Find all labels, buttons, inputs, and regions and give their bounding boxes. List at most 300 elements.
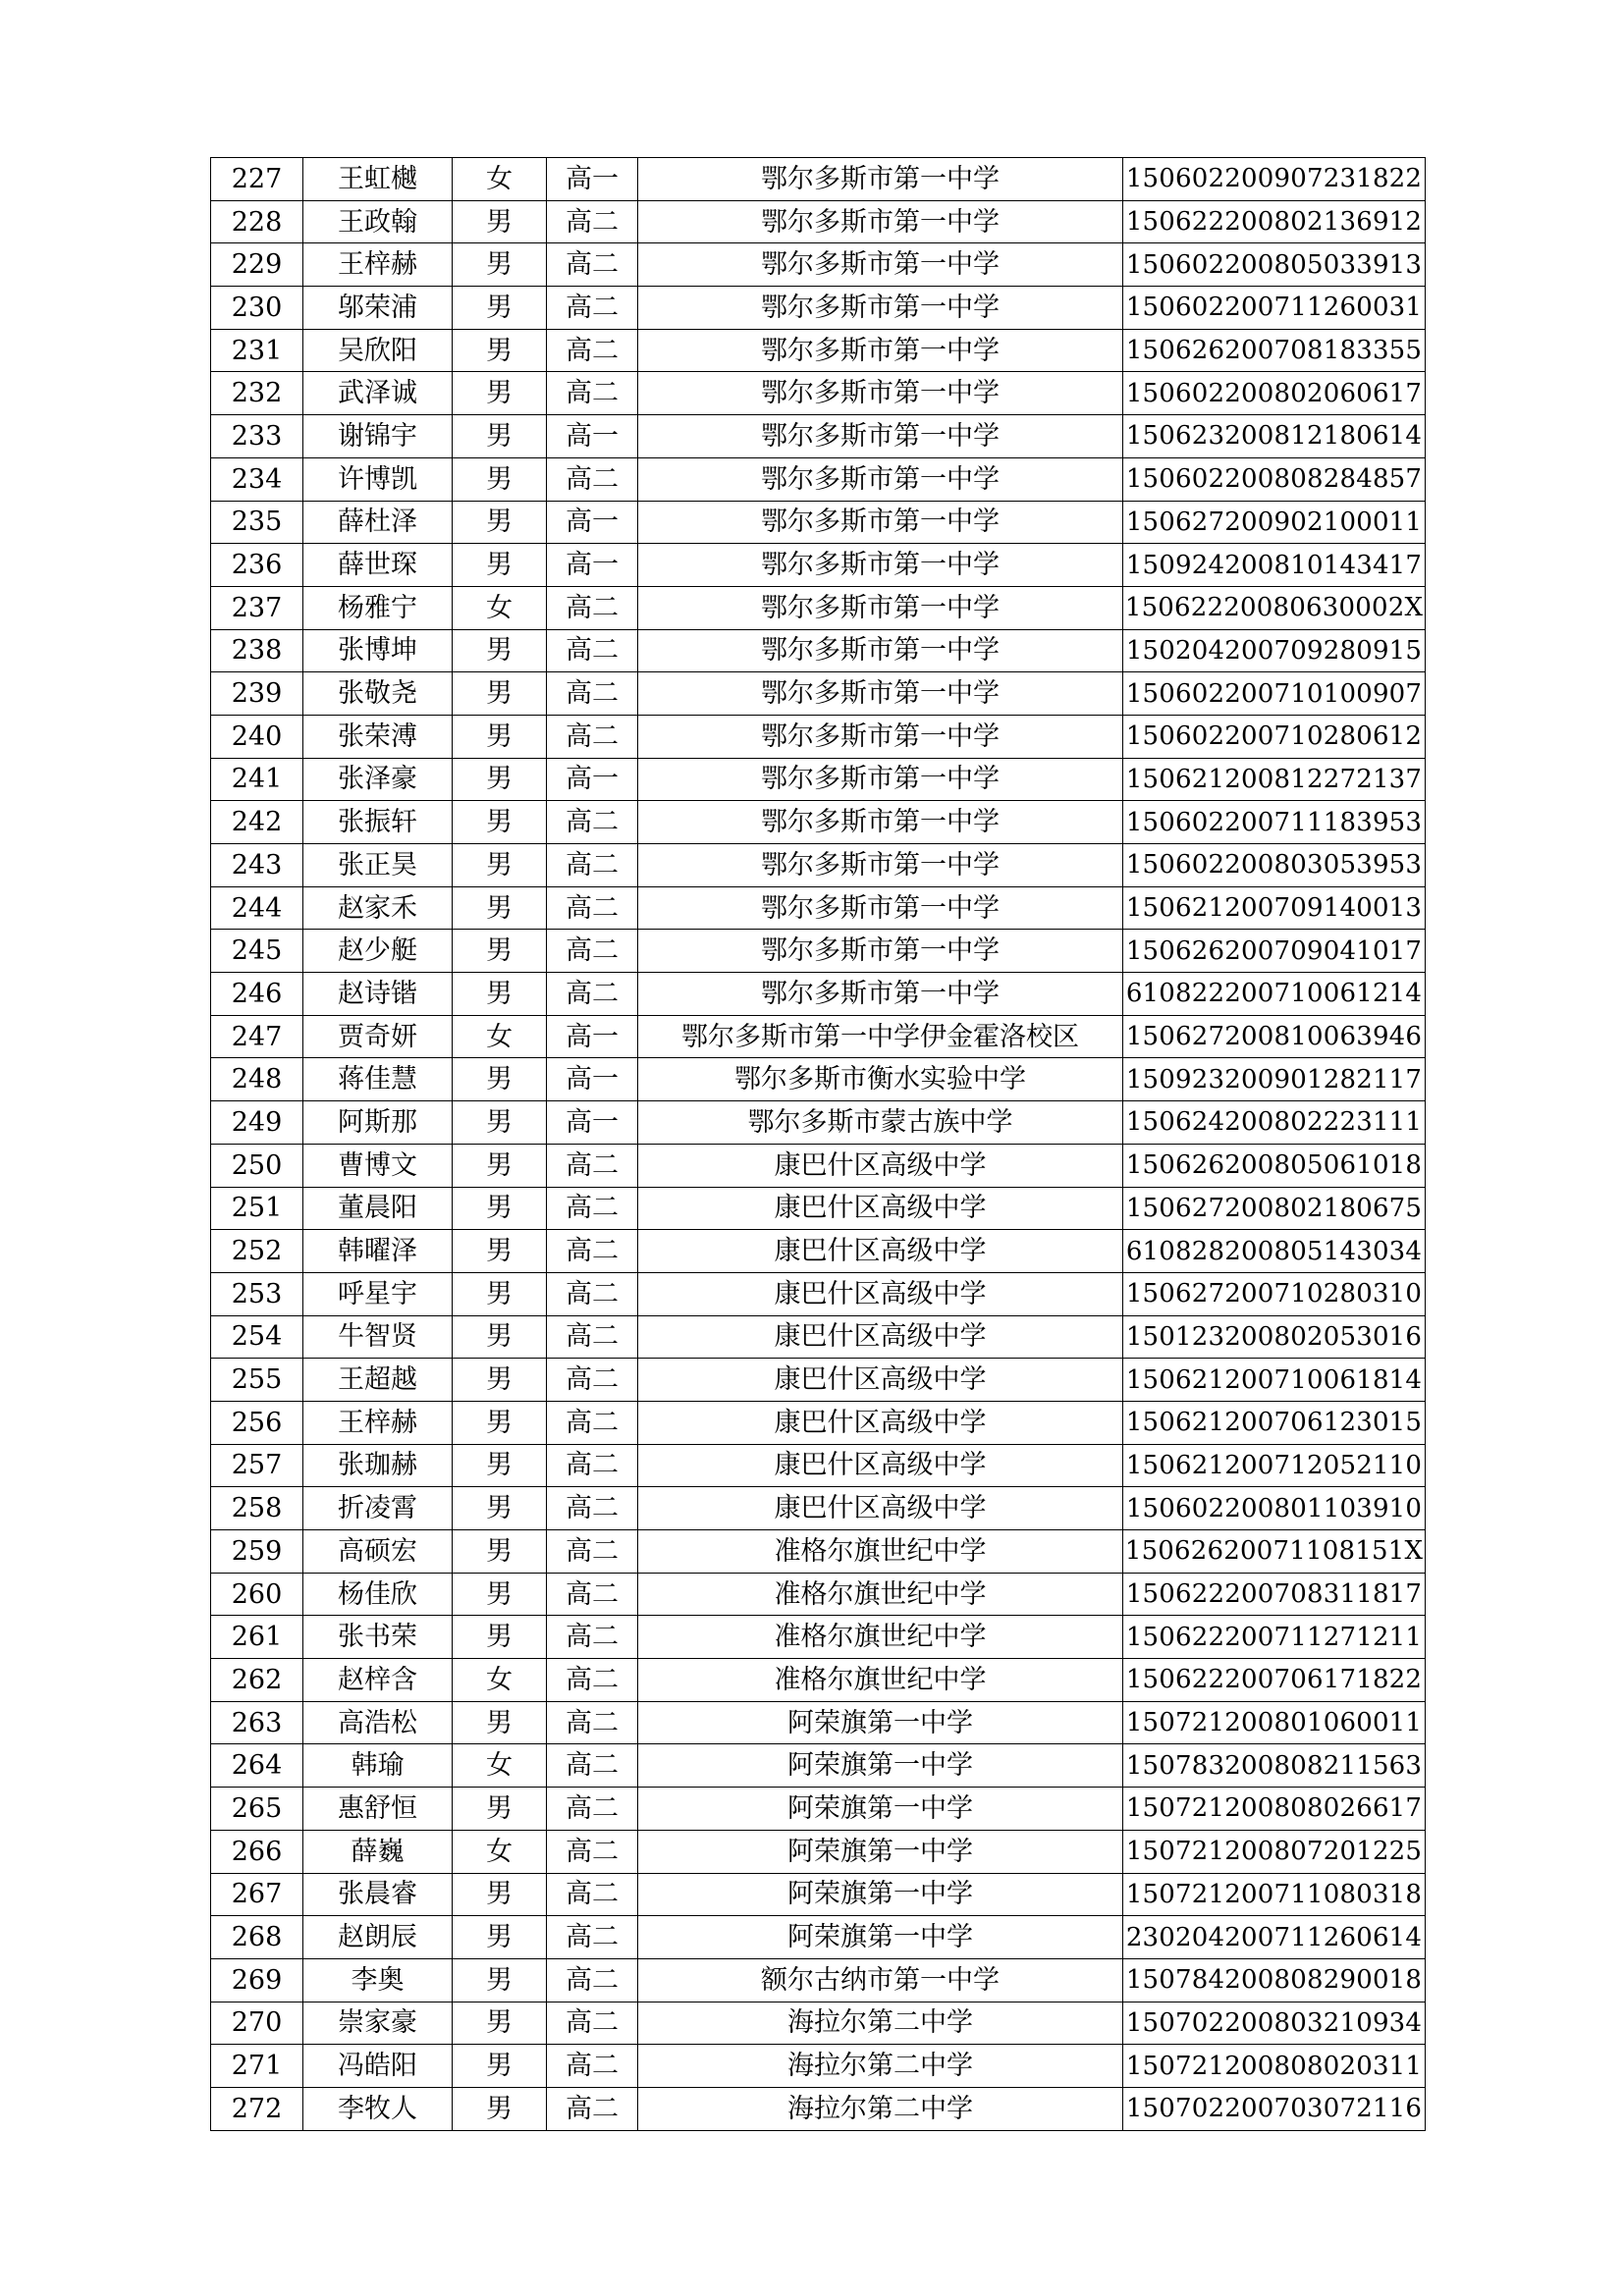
id-number-cell: 150602200711260031 (1123, 287, 1426, 330)
student-name-cell: 张正昊 (303, 844, 453, 887)
grade-cell: 高二 (547, 1230, 638, 1273)
student-name-cell: 赵诗锴 (303, 973, 453, 1016)
table-row (211, 1701, 1426, 1744)
gender-cell: 男 (453, 930, 547, 973)
id-number-cell: 150721200808020311 (1123, 2045, 1426, 2088)
id-number-cell: 150621200710061814 (1123, 1359, 1426, 1402)
grade-cell: 高二 (547, 1401, 638, 1444)
grade-cell: 高二 (547, 629, 638, 672)
table-row (211, 2087, 1426, 2130)
table-row (211, 1015, 1426, 1058)
school-cell: 康巴什区高级中学 (638, 1272, 1123, 1315)
row-number-cell: 265 (211, 1788, 303, 1831)
table-row (211, 1744, 1426, 1788)
grade-cell: 高二 (547, 1616, 638, 1659)
row-number-cell: 257 (211, 1444, 303, 1487)
id-number-cell: 15062620071108151X (1123, 1530, 1426, 1574)
student-name-cell: 许博凯 (303, 457, 453, 501)
school-cell: 康巴什区高级中学 (638, 1315, 1123, 1359)
school-cell: 鄂尔多斯市第一中学 (638, 501, 1123, 544)
table-row (211, 1573, 1426, 1616)
row-number-cell: 230 (211, 287, 303, 330)
gender-cell: 男 (453, 457, 547, 501)
table-row (211, 1187, 1426, 1230)
school-cell: 鄂尔多斯市第一中学 (638, 586, 1123, 629)
table-row (211, 930, 1426, 973)
table-row (211, 1958, 1426, 2002)
student-name-cell: 杨佳欣 (303, 1573, 453, 1616)
school-cell: 准格尔旗世纪中学 (638, 1530, 1123, 1574)
school-cell: 康巴什区高级中学 (638, 1230, 1123, 1273)
row-number-cell: 239 (211, 672, 303, 716)
school-cell: 鄂尔多斯市第一中学 (638, 544, 1123, 587)
grade-cell: 高一 (547, 544, 638, 587)
table-row (211, 287, 1426, 330)
student-name-cell: 张书荣 (303, 1616, 453, 1659)
grade-cell: 高二 (547, 1744, 638, 1788)
student-name-cell: 张敬尧 (303, 672, 453, 716)
id-number-cell: 150602200711183953 (1123, 801, 1426, 844)
row-number-cell: 268 (211, 1916, 303, 1959)
row-number-cell: 270 (211, 2002, 303, 2045)
grade-cell: 高二 (547, 672, 638, 716)
gender-cell: 男 (453, 287, 547, 330)
table-row (211, 329, 1426, 372)
school-cell: 准格尔旗世纪中学 (638, 1659, 1123, 1702)
school-cell: 鄂尔多斯市第一中学 (638, 973, 1123, 1016)
id-number-cell: 150721200711080318 (1123, 1873, 1426, 1916)
student-name-cell: 王梓赫 (303, 243, 453, 287)
student-name-cell: 王超越 (303, 1359, 453, 1402)
id-number-cell: 150626200708183355 (1123, 329, 1426, 372)
id-number-cell: 150621200812272137 (1123, 758, 1426, 801)
gender-cell: 男 (453, 544, 547, 587)
row-number-cell: 249 (211, 1101, 303, 1145)
row-number-cell: 233 (211, 415, 303, 458)
gender-cell: 男 (453, 329, 547, 372)
roster-body (211, 158, 1426, 2131)
id-number-cell: 150602200710100907 (1123, 672, 1426, 716)
school-cell: 鄂尔多斯市第一中学 (638, 200, 1123, 243)
id-number-cell: 150627200902100011 (1123, 501, 1426, 544)
student-name-cell: 张珈赫 (303, 1444, 453, 1487)
table-row (211, 801, 1426, 844)
grade-cell: 高二 (547, 586, 638, 629)
table-row (211, 1315, 1426, 1359)
student-name-cell: 武泽诚 (303, 372, 453, 415)
gender-cell: 男 (453, 1958, 547, 2002)
grade-cell: 高二 (547, 1830, 638, 1873)
row-number-cell: 247 (211, 1015, 303, 1058)
gender-cell: 男 (453, 1230, 547, 1273)
table-row (211, 1487, 1426, 1530)
id-number-cell: 150783200808211563 (1123, 1744, 1426, 1788)
id-number-cell: 150627200802180675 (1123, 1187, 1426, 1230)
id-number-cell: 150622200708311817 (1123, 1573, 1426, 1616)
table-row (211, 1444, 1426, 1487)
gender-cell: 男 (453, 715, 547, 758)
table-row (211, 243, 1426, 287)
student-name-cell: 赵少艇 (303, 930, 453, 973)
id-number-cell: 150622200706171822 (1123, 1659, 1426, 1702)
student-name-cell: 赵梓含 (303, 1659, 453, 1702)
row-number-cell: 254 (211, 1315, 303, 1359)
student-name-cell: 高硕宏 (303, 1530, 453, 1574)
gender-cell: 男 (453, 1487, 547, 1530)
gender-cell: 男 (453, 1315, 547, 1359)
student-name-cell: 邬荣浦 (303, 287, 453, 330)
table-row (211, 1916, 1426, 1959)
gender-cell: 男 (453, 501, 547, 544)
school-cell: 鄂尔多斯市第一中学 (638, 415, 1123, 458)
grade-cell: 高一 (547, 1101, 638, 1145)
student-name-cell: 韩瑜 (303, 1744, 453, 1788)
student-name-cell: 张泽豪 (303, 758, 453, 801)
grade-cell: 高二 (547, 886, 638, 930)
school-cell: 额尔古纳市第一中学 (638, 1958, 1123, 2002)
grade-cell: 高一 (547, 758, 638, 801)
student-name-cell: 王政翰 (303, 200, 453, 243)
gender-cell: 男 (453, 1401, 547, 1444)
row-number-cell: 263 (211, 1701, 303, 1744)
row-number-cell: 227 (211, 158, 303, 201)
gender-cell: 男 (453, 1272, 547, 1315)
grade-cell: 高二 (547, 1144, 638, 1187)
student-name-cell: 薛杜泽 (303, 501, 453, 544)
grade-cell: 高二 (547, 243, 638, 287)
row-number-cell: 229 (211, 243, 303, 287)
grade-cell: 高二 (547, 1487, 638, 1530)
gender-cell: 男 (453, 1873, 547, 1916)
gender-cell: 女 (453, 158, 547, 201)
id-number-cell: 150702200803210934 (1123, 2002, 1426, 2045)
grade-cell: 高二 (547, 1916, 638, 1959)
table-row (211, 1873, 1426, 1916)
id-number-cell: 150702200703072116 (1123, 2087, 1426, 2130)
id-number-cell: 610822200710061214 (1123, 973, 1426, 1016)
grade-cell: 高二 (547, 1315, 638, 1359)
student-name-cell: 牛智贤 (303, 1315, 453, 1359)
table-row (211, 758, 1426, 801)
gender-cell: 女 (453, 1659, 547, 1702)
table-row (211, 715, 1426, 758)
gender-cell: 男 (453, 2087, 547, 2130)
gender-cell: 男 (453, 1187, 547, 1230)
row-number-cell: 237 (211, 586, 303, 629)
gender-cell: 男 (453, 1701, 547, 1744)
grade-cell: 高二 (547, 1788, 638, 1831)
table-row (211, 1530, 1426, 1574)
id-number-cell: 150623200812180614 (1123, 415, 1426, 458)
id-number-cell: 230204200711260614 (1123, 1916, 1426, 1959)
id-number-cell: 610828200805143034 (1123, 1230, 1426, 1273)
student-name-cell: 薛巍 (303, 1830, 453, 1873)
table-row (211, 1401, 1426, 1444)
table-row (211, 457, 1426, 501)
id-number-cell: 150626200709041017 (1123, 930, 1426, 973)
table-row (211, 672, 1426, 716)
school-cell: 鄂尔多斯市第一中学 (638, 158, 1123, 201)
row-number-cell: 244 (211, 886, 303, 930)
gender-cell: 男 (453, 672, 547, 716)
gender-cell: 男 (453, 1916, 547, 1959)
grade-cell: 高二 (547, 1573, 638, 1616)
school-cell: 鄂尔多斯市第一中学 (638, 243, 1123, 287)
gender-cell: 男 (453, 973, 547, 1016)
row-number-cell: 234 (211, 457, 303, 501)
school-cell: 海拉尔第二中学 (638, 2045, 1123, 2088)
school-cell: 鄂尔多斯市第一中学 (638, 329, 1123, 372)
student-name-cell: 呼星宇 (303, 1272, 453, 1315)
id-number-cell: 150602200805033913 (1123, 243, 1426, 287)
gender-cell: 男 (453, 758, 547, 801)
grade-cell: 高二 (547, 457, 638, 501)
table-row (211, 844, 1426, 887)
grade-cell: 高二 (547, 2087, 638, 2130)
id-number-cell: 150622200802136912 (1123, 200, 1426, 243)
school-cell: 康巴什区高级中学 (638, 1487, 1123, 1530)
table-row (211, 158, 1426, 201)
row-number-cell: 246 (211, 973, 303, 1016)
school-cell: 阿荣旗第一中学 (638, 1701, 1123, 1744)
gender-cell: 男 (453, 1058, 547, 1101)
school-cell: 鄂尔多斯市第一中学 (638, 287, 1123, 330)
row-number-cell: 240 (211, 715, 303, 758)
gender-cell: 女 (453, 1015, 547, 1058)
row-number-cell: 250 (211, 1144, 303, 1187)
gender-cell: 男 (453, 1359, 547, 1402)
school-cell: 鄂尔多斯市衡水实验中学 (638, 1058, 1123, 1101)
row-number-cell: 253 (211, 1272, 303, 1315)
student-name-cell: 赵朗辰 (303, 1916, 453, 1959)
grade-cell: 高二 (547, 930, 638, 973)
student-roster-table (210, 157, 1426, 2131)
student-name-cell: 赵家禾 (303, 886, 453, 930)
row-number-cell: 232 (211, 372, 303, 415)
gender-cell: 男 (453, 629, 547, 672)
row-number-cell: 248 (211, 1058, 303, 1101)
grade-cell: 高二 (547, 1873, 638, 1916)
student-name-cell: 阿斯那 (303, 1101, 453, 1145)
gender-cell: 男 (453, 2045, 547, 2088)
grade-cell: 高二 (547, 801, 638, 844)
id-number-cell: 150924200810143417 (1123, 544, 1426, 587)
student-name-cell: 吴欣阳 (303, 329, 453, 372)
row-number-cell: 255 (211, 1359, 303, 1402)
school-cell: 康巴什区高级中学 (638, 1144, 1123, 1187)
table-row (211, 1659, 1426, 1702)
id-number-cell: 150627200810063946 (1123, 1015, 1426, 1058)
table-row (211, 415, 1426, 458)
school-cell: 海拉尔第二中学 (638, 2087, 1123, 2130)
student-name-cell: 曹博文 (303, 1144, 453, 1187)
school-cell: 鄂尔多斯市第一中学 (638, 672, 1123, 716)
school-cell: 鄂尔多斯市第一中学 (638, 457, 1123, 501)
gender-cell: 男 (453, 1101, 547, 1145)
row-number-cell: 267 (211, 1873, 303, 1916)
school-cell: 康巴什区高级中学 (638, 1187, 1123, 1230)
student-name-cell: 冯皓阳 (303, 2045, 453, 2088)
school-cell: 海拉尔第二中学 (638, 2002, 1123, 2045)
school-cell: 鄂尔多斯市第一中学 (638, 844, 1123, 887)
student-name-cell: 张荣溥 (303, 715, 453, 758)
grade-cell: 高二 (547, 1958, 638, 2002)
grade-cell: 高一 (547, 415, 638, 458)
id-number-cell: 150602200801103910 (1123, 1487, 1426, 1530)
table-row (211, 544, 1426, 587)
id-number-cell: 150123200802053016 (1123, 1315, 1426, 1359)
row-number-cell: 269 (211, 1958, 303, 2002)
student-name-cell: 蒋佳慧 (303, 1058, 453, 1101)
student-name-cell: 高浩松 (303, 1701, 453, 1744)
student-name-cell: 杨雅宁 (303, 586, 453, 629)
row-number-cell: 260 (211, 1573, 303, 1616)
row-number-cell: 241 (211, 758, 303, 801)
school-cell: 阿荣旗第一中学 (638, 1830, 1123, 1873)
row-number-cell: 258 (211, 1487, 303, 1530)
gender-cell: 男 (453, 1444, 547, 1487)
gender-cell: 男 (453, 1788, 547, 1831)
id-number-cell: 150602200907231822 (1123, 158, 1426, 201)
school-cell: 准格尔旗世纪中学 (638, 1616, 1123, 1659)
gender-cell: 女 (453, 1744, 547, 1788)
id-number-cell: 150784200808290018 (1123, 1958, 1426, 2002)
id-number-cell: 150621200712052110 (1123, 1444, 1426, 1487)
row-number-cell: 272 (211, 2087, 303, 2130)
grade-cell: 高二 (547, 1701, 638, 1744)
row-number-cell: 251 (211, 1187, 303, 1230)
student-name-cell: 韩曜泽 (303, 1230, 453, 1273)
student-name-cell: 王梓赫 (303, 1401, 453, 1444)
grade-cell: 高二 (547, 200, 638, 243)
gender-cell: 男 (453, 200, 547, 243)
grade-cell: 高二 (547, 1659, 638, 1702)
school-cell: 阿荣旗第一中学 (638, 1788, 1123, 1831)
row-number-cell: 242 (211, 801, 303, 844)
gender-cell: 男 (453, 886, 547, 930)
student-name-cell: 薛世琛 (303, 544, 453, 587)
row-number-cell: 264 (211, 1744, 303, 1788)
id-number-cell: 150626200805061018 (1123, 1144, 1426, 1187)
school-cell: 鄂尔多斯市第一中学 (638, 758, 1123, 801)
student-name-cell: 董晨阳 (303, 1187, 453, 1230)
table-row (211, 1144, 1426, 1187)
school-cell: 鄂尔多斯市蒙古族中学 (638, 1101, 1123, 1145)
id-number-cell: 150602200802060617 (1123, 372, 1426, 415)
gender-cell: 男 (453, 2002, 547, 2045)
table-row (211, 629, 1426, 672)
grade-cell: 高二 (547, 1444, 638, 1487)
id-number-cell: 150721200801060011 (1123, 1701, 1426, 1744)
row-number-cell: 262 (211, 1659, 303, 1702)
gender-cell: 男 (453, 1144, 547, 1187)
school-cell: 准格尔旗世纪中学 (638, 1573, 1123, 1616)
grade-cell: 高二 (547, 1530, 638, 1574)
student-name-cell: 张振轩 (303, 801, 453, 844)
student-name-cell: 李牧人 (303, 2087, 453, 2130)
grade-cell: 高一 (547, 158, 638, 201)
student-name-cell: 贾奇妍 (303, 1015, 453, 1058)
gender-cell: 男 (453, 243, 547, 287)
student-name-cell: 折凌霄 (303, 1487, 453, 1530)
row-number-cell: 238 (211, 629, 303, 672)
school-cell: 鄂尔多斯市第一中学 (638, 372, 1123, 415)
school-cell: 鄂尔多斯市第一中学 (638, 715, 1123, 758)
gender-cell: 男 (453, 415, 547, 458)
row-number-cell: 231 (211, 329, 303, 372)
id-number-cell: 15062220080630002X (1123, 586, 1426, 629)
row-number-cell: 245 (211, 930, 303, 973)
id-number-cell: 150923200901282117 (1123, 1058, 1426, 1101)
school-cell: 鄂尔多斯市第一中学 (638, 930, 1123, 973)
grade-cell: 高二 (547, 1359, 638, 1402)
grade-cell: 高二 (547, 1187, 638, 1230)
gender-cell: 男 (453, 844, 547, 887)
id-number-cell: 150621200706123015 (1123, 1401, 1426, 1444)
table-row (211, 2002, 1426, 2045)
grade-cell: 高二 (547, 372, 638, 415)
student-name-cell: 谢锦宇 (303, 415, 453, 458)
id-number-cell: 150602200710280612 (1123, 715, 1426, 758)
id-number-cell: 150624200802223111 (1123, 1101, 1426, 1145)
table-row (211, 1272, 1426, 1315)
table-row (211, 1101, 1426, 1145)
grade-cell: 高二 (547, 329, 638, 372)
id-number-cell: 150204200709280915 (1123, 629, 1426, 672)
grade-cell: 高二 (547, 2045, 638, 2088)
school-cell: 鄂尔多斯市第一中学伊金霍洛校区 (638, 1015, 1123, 1058)
grade-cell: 高二 (547, 973, 638, 1016)
student-name-cell: 张晨睿 (303, 1873, 453, 1916)
gender-cell: 男 (453, 372, 547, 415)
grade-cell: 高一 (547, 1058, 638, 1101)
gender-cell: 男 (453, 1573, 547, 1616)
student-name-cell: 王虹樾 (303, 158, 453, 201)
school-cell: 鄂尔多斯市第一中学 (638, 886, 1123, 930)
school-cell: 康巴什区高级中学 (638, 1359, 1123, 1402)
table-row (211, 1830, 1426, 1873)
row-number-cell: 256 (211, 1401, 303, 1444)
grade-cell: 高二 (547, 1272, 638, 1315)
id-number-cell: 150621200709140013 (1123, 886, 1426, 930)
table-row (211, 1359, 1426, 1402)
table-row (211, 501, 1426, 544)
gender-cell: 男 (453, 1530, 547, 1574)
table-row (211, 1058, 1426, 1101)
table-row (211, 1230, 1426, 1273)
gender-cell: 男 (453, 1616, 547, 1659)
row-number-cell: 259 (211, 1530, 303, 1574)
table-row (211, 886, 1426, 930)
grade-cell: 高二 (547, 2002, 638, 2045)
id-number-cell: 150602200808284857 (1123, 457, 1426, 501)
student-name-cell: 张博坤 (303, 629, 453, 672)
row-number-cell: 266 (211, 1830, 303, 1873)
row-number-cell: 236 (211, 544, 303, 587)
row-number-cell: 252 (211, 1230, 303, 1273)
school-cell: 鄂尔多斯市第一中学 (638, 629, 1123, 672)
row-number-cell: 271 (211, 2045, 303, 2088)
table-row (211, 372, 1426, 415)
grade-cell: 高一 (547, 1015, 638, 1058)
table-row (211, 200, 1426, 243)
id-number-cell: 150627200710280310 (1123, 1272, 1426, 1315)
school-cell: 康巴什区高级中学 (638, 1401, 1123, 1444)
grade-cell: 高二 (547, 844, 638, 887)
school-cell: 阿荣旗第一中学 (638, 1744, 1123, 1788)
student-name-cell: 李奥 (303, 1958, 453, 2002)
school-cell: 鄂尔多斯市第一中学 (638, 801, 1123, 844)
